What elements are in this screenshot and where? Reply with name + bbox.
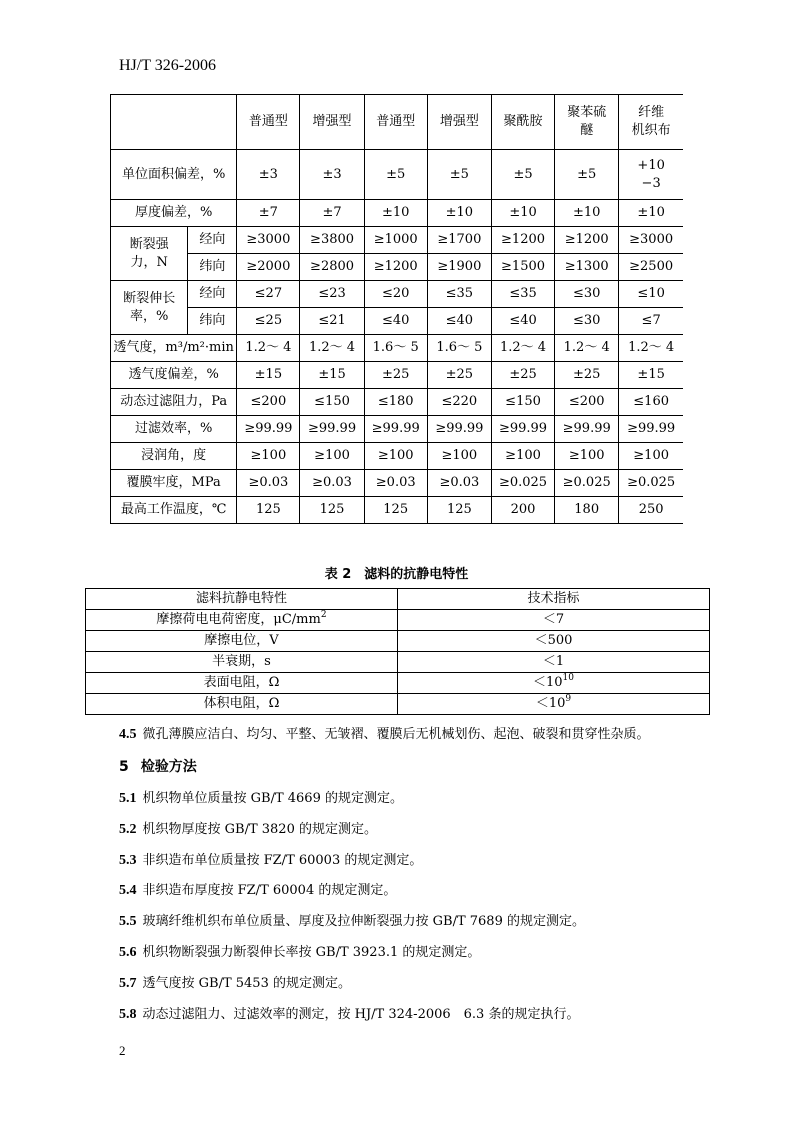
table1-cell: ≥0.025	[491, 470, 554, 497]
table1-cell: 1.2～ 4	[491, 335, 554, 362]
table1-col-header: 增强型	[427, 95, 491, 150]
table1-cell: ≤27	[237, 281, 300, 308]
table1-sub-label: 纬向	[188, 254, 237, 281]
table2-row	[86, 694, 710, 715]
table2-property-cell	[86, 631, 398, 652]
table2-property-cell	[86, 694, 398, 715]
table1-cell: ±5	[364, 150, 427, 200]
antistatic-table	[85, 588, 710, 715]
table2-value: ＜10	[535, 696, 566, 711]
table2-property-cell	[86, 652, 398, 673]
clause-5-7	[119, 972, 351, 992]
table1-cell: ≤150	[491, 389, 554, 416]
table1-cell: ≥1300	[555, 254, 619, 281]
table1-cell: ≥99.99	[619, 416, 683, 443]
clause-text: 透气度按 GB/T 5453 的规定测定。	[142, 976, 351, 991]
table2-property-cell	[86, 610, 398, 631]
table1-row	[111, 308, 684, 335]
table1-row	[111, 362, 684, 389]
table1-row-label: 过滤效率，%	[111, 416, 237, 443]
table1-row-label: 透气度偏差，%	[111, 362, 237, 389]
table1-cell: ≤35	[427, 281, 491, 308]
table2-value-cell	[398, 673, 710, 694]
section-number: 5	[119, 759, 129, 775]
clause-number: 5.3	[119, 853, 137, 868]
table1-row	[111, 150, 684, 200]
table1-cell: ≤7	[619, 308, 683, 335]
table1-cell: ±3	[237, 150, 300, 200]
clause-number: 5.8	[119, 1007, 137, 1022]
table1-cell: ≤30	[555, 308, 619, 335]
table1-cell: 1.2～ 4	[300, 335, 364, 362]
table1-row-label: 动态过滤阻力，Pa	[111, 389, 237, 416]
table2-col-header: 技术指标	[398, 589, 710, 610]
table2-caption: 表 2 滤料的抗静电特性	[324, 567, 469, 582]
clause-number: 5.7	[119, 976, 137, 991]
table1-corner-cell	[111, 95, 237, 150]
clause-5-5	[119, 910, 585, 930]
table2-value-exponent: 9	[565, 694, 572, 704]
table1-cell: ≥1500	[491, 254, 554, 281]
table1-cell: ≥1000	[364, 227, 427, 254]
table1-row-label: 最高工作温度，℃	[111, 497, 237, 524]
table1-cell: ±3	[300, 150, 364, 200]
table2-row	[86, 631, 710, 652]
table2-value: ＜10	[533, 675, 563, 690]
table1-cell: ±10	[555, 200, 619, 227]
table1-cell: ±25	[555, 362, 619, 389]
table1-row	[111, 281, 684, 308]
clause-text: 机织物单位质量按 GB/T 4669 的规定测定。	[142, 791, 403, 806]
table1-cell: ≥0.025	[555, 470, 619, 497]
table1-cell: ±10	[619, 200, 683, 227]
table1-row	[111, 227, 684, 254]
table1-cell: ±10	[427, 200, 491, 227]
table1-cell: ≥0.03	[427, 470, 491, 497]
table1-cell: 125	[237, 497, 300, 524]
clause-text: 玻璃纤维机织布单位质量、厚度及拉伸断裂强力按 GB/T 7689 的规定测定。	[142, 914, 585, 929]
table2-value: ＜1	[542, 654, 565, 669]
table2-property: 半衰期，s	[212, 654, 271, 669]
table1-cell: ≤30	[555, 281, 619, 308]
table1-cell: ≥3800	[300, 227, 364, 254]
table2-property-cell	[86, 673, 398, 694]
page-number: 2	[119, 1043, 126, 1058]
table1-cell: 1.6～ 5	[364, 335, 427, 362]
table1-cell: ≥100	[555, 443, 619, 470]
table2-value-cell	[398, 631, 710, 652]
table1-row-label: 覆膜牢度，MPa	[111, 470, 237, 497]
clause-4-5	[119, 723, 650, 743]
table1-cell: ±15	[300, 362, 364, 389]
table1-cell: ≤21	[300, 308, 364, 335]
table1-cell: ≤150	[300, 389, 364, 416]
table1-cell: ±25	[491, 362, 554, 389]
clause-number: 5.5	[119, 914, 137, 929]
table1-cell: ±5	[491, 150, 554, 200]
table1-cell: ±5	[555, 150, 619, 200]
table1-sub-label: 纬向	[188, 308, 237, 335]
table1-cell: ±15	[237, 362, 300, 389]
table1-cell: ≤40	[427, 308, 491, 335]
table1-col-header: 普通型	[364, 95, 427, 150]
table1-cell: ±7	[237, 200, 300, 227]
table1-cell: ≥99.99	[555, 416, 619, 443]
table1-sub-label: 经向	[188, 227, 237, 254]
clause-number: 5.2	[119, 822, 137, 837]
table1-cell: ±10	[364, 200, 427, 227]
table1-cell: ≤23	[300, 281, 364, 308]
table1-cell: 180	[555, 497, 619, 524]
table1-row	[111, 335, 684, 362]
table2-value-exponent: 10	[562, 673, 574, 683]
table2-col-header: 滤料抗静电特性	[86, 589, 398, 610]
table1-cell: ≥3000	[237, 227, 300, 254]
table1-cell: ≤25	[237, 308, 300, 335]
clause-5-3	[119, 849, 422, 869]
table1-row	[111, 497, 684, 524]
table1-col-header: 增强型	[300, 95, 364, 150]
table1-cell: ≥1200	[364, 254, 427, 281]
table1-cell: ≥100	[237, 443, 300, 470]
table1-col-header: 聚酰胺	[491, 95, 554, 150]
clause-text: 非织造布单位质量按 FZ/T 60003 的规定测定。	[142, 853, 423, 868]
table1-cell: ≤20	[364, 281, 427, 308]
table1-cell: ≥99.99	[237, 416, 300, 443]
table2-value: ＜500	[534, 633, 573, 648]
table1-cell: ≤10	[619, 281, 683, 308]
table2-property: 摩擦荷电电荷密度，μC/mm	[156, 612, 321, 627]
table1-col-header: 普通型	[237, 95, 300, 150]
table1-row	[111, 200, 684, 227]
table1-cell: ±7	[300, 200, 364, 227]
table1-cell: 1.2～ 4	[555, 335, 619, 362]
table2-value-cell	[398, 610, 710, 631]
table1-cell: 125	[427, 497, 491, 524]
table1-cell: ≥0.03	[364, 470, 427, 497]
clause-number: 5.1	[119, 791, 137, 806]
table1-row	[111, 443, 684, 470]
table1-col-header: 聚苯硫 醚	[555, 95, 619, 150]
table1-cell: ≤200	[237, 389, 300, 416]
table1-cell: ≥100	[427, 443, 491, 470]
clause-5-4	[119, 879, 396, 899]
table1-cell: ≥100	[619, 443, 683, 470]
table2-property: 体积电阻，Ω	[203, 696, 280, 711]
table1-row	[111, 416, 684, 443]
table1-cell: +10 −3	[619, 150, 683, 200]
table1-cell: ≤180	[364, 389, 427, 416]
clause-text: 机织物断裂强力断裂伸长率按 GB/T 3923.1 的规定测定。	[142, 945, 481, 960]
table1-cell: ≥1200	[491, 227, 554, 254]
table1-cell: ≥99.99	[491, 416, 554, 443]
table1-cell: ±5	[427, 150, 491, 200]
table1-row-label: 透气度，m³/m²·min	[111, 335, 237, 362]
table2-header-row	[86, 589, 710, 610]
table1-cell: ≥1200	[555, 227, 619, 254]
table1-cell: ≥2500	[619, 254, 683, 281]
table1-cell: ≥0.025	[619, 470, 683, 497]
table1-cell: ≤200	[555, 389, 619, 416]
table1-cell: ≤40	[491, 308, 554, 335]
table2-property: 摩擦电位，V	[204, 633, 279, 648]
table2-row	[86, 673, 710, 694]
table2-value-cell	[398, 652, 710, 673]
table1-cell: 1.6～ 5	[427, 335, 491, 362]
clause-5-8	[119, 1003, 579, 1023]
table1-cell: ≤35	[491, 281, 554, 308]
table1-cell: 1.2～ 4	[619, 335, 683, 362]
table1-cell: 125	[364, 497, 427, 524]
table1-cell: ±10	[491, 200, 554, 227]
table1-header-row	[111, 95, 684, 150]
table1-cell: ±25	[364, 362, 427, 389]
table1-cell: ≥100	[364, 443, 427, 470]
table1-cell: ≥0.03	[237, 470, 300, 497]
section-title: 检验方法	[140, 759, 197, 775]
table1-cell: ≥1900	[427, 254, 491, 281]
table1-group-label: 断裂伸长 率，%	[111, 281, 188, 335]
table1-row	[111, 254, 684, 281]
table1-cell: ≥100	[491, 443, 554, 470]
table1-cell: 125	[300, 497, 364, 524]
table1-sub-label: 经向	[188, 281, 237, 308]
clause-text: 动态过滤阻力、过滤效率的测定，按 HJ/T 324-2006 6.3 条的规定执行。	[142, 1007, 580, 1022]
table2-value: ＜7	[542, 612, 565, 627]
table1-cell: 1.2～ 4	[237, 335, 300, 362]
clause-text: 机织物厚度按 GB/T 3820 的规定测定。	[142, 822, 377, 837]
table1-row	[111, 470, 684, 497]
section-heading	[119, 756, 197, 776]
table1-cell: ≥100	[300, 443, 364, 470]
table1-cell: 200	[491, 497, 554, 524]
table1-cell: ±15	[619, 362, 683, 389]
filter-spec-table	[110, 94, 683, 524]
clause-number: 5.4	[119, 883, 137, 898]
document-code: HJ/T 326-2006	[119, 57, 217, 74]
clause-number: 5.6	[119, 945, 137, 960]
table1-row	[111, 389, 684, 416]
table1-cell: ≥0.03	[300, 470, 364, 497]
table2-row	[86, 652, 710, 673]
clause-text: 非织造布厚度按 FZ/T 60004 的规定测定。	[142, 883, 397, 898]
table1-row-label: 厚度偏差，%	[111, 200, 237, 227]
table2-property: 表面电阻，Ω	[203, 675, 280, 690]
table1-cell: ≥99.99	[427, 416, 491, 443]
table1-cell: ≤40	[364, 308, 427, 335]
clause-text: 微孔薄膜应洁白、均匀、平整、无皱褶、覆膜后无机械划伤、起泡、破裂和贯穿性杂质。	[142, 727, 650, 742]
table2-value-cell	[398, 694, 710, 715]
table1-cell: 250	[619, 497, 683, 524]
table1-group-label: 断裂强 力，N	[111, 227, 188, 281]
table1-cell: ≥99.99	[364, 416, 427, 443]
table1-col-header: 纤维 机织布	[619, 95, 683, 150]
clause-5-2	[119, 818, 377, 838]
table1-cell: ≥2800	[300, 254, 364, 281]
table1-cell: ≥99.99	[300, 416, 364, 443]
table1-cell: ≥1700	[427, 227, 491, 254]
clause-number: 4.5	[119, 727, 137, 742]
table2-property-exponent: 2	[320, 610, 327, 620]
table1-cell: ±25	[427, 362, 491, 389]
table1-cell: ≤160	[619, 389, 683, 416]
clause-5-1	[119, 787, 403, 807]
table1-cell: ≥2000	[237, 254, 300, 281]
table1-cell: ≥3000	[619, 227, 683, 254]
table1-cell: ≤220	[427, 389, 491, 416]
table1-row-label: 浸润角，度	[111, 443, 237, 470]
table2-row	[86, 610, 710, 631]
table1-row-label: 单位面积偏差，%	[111, 150, 237, 200]
clause-5-6	[119, 941, 480, 961]
